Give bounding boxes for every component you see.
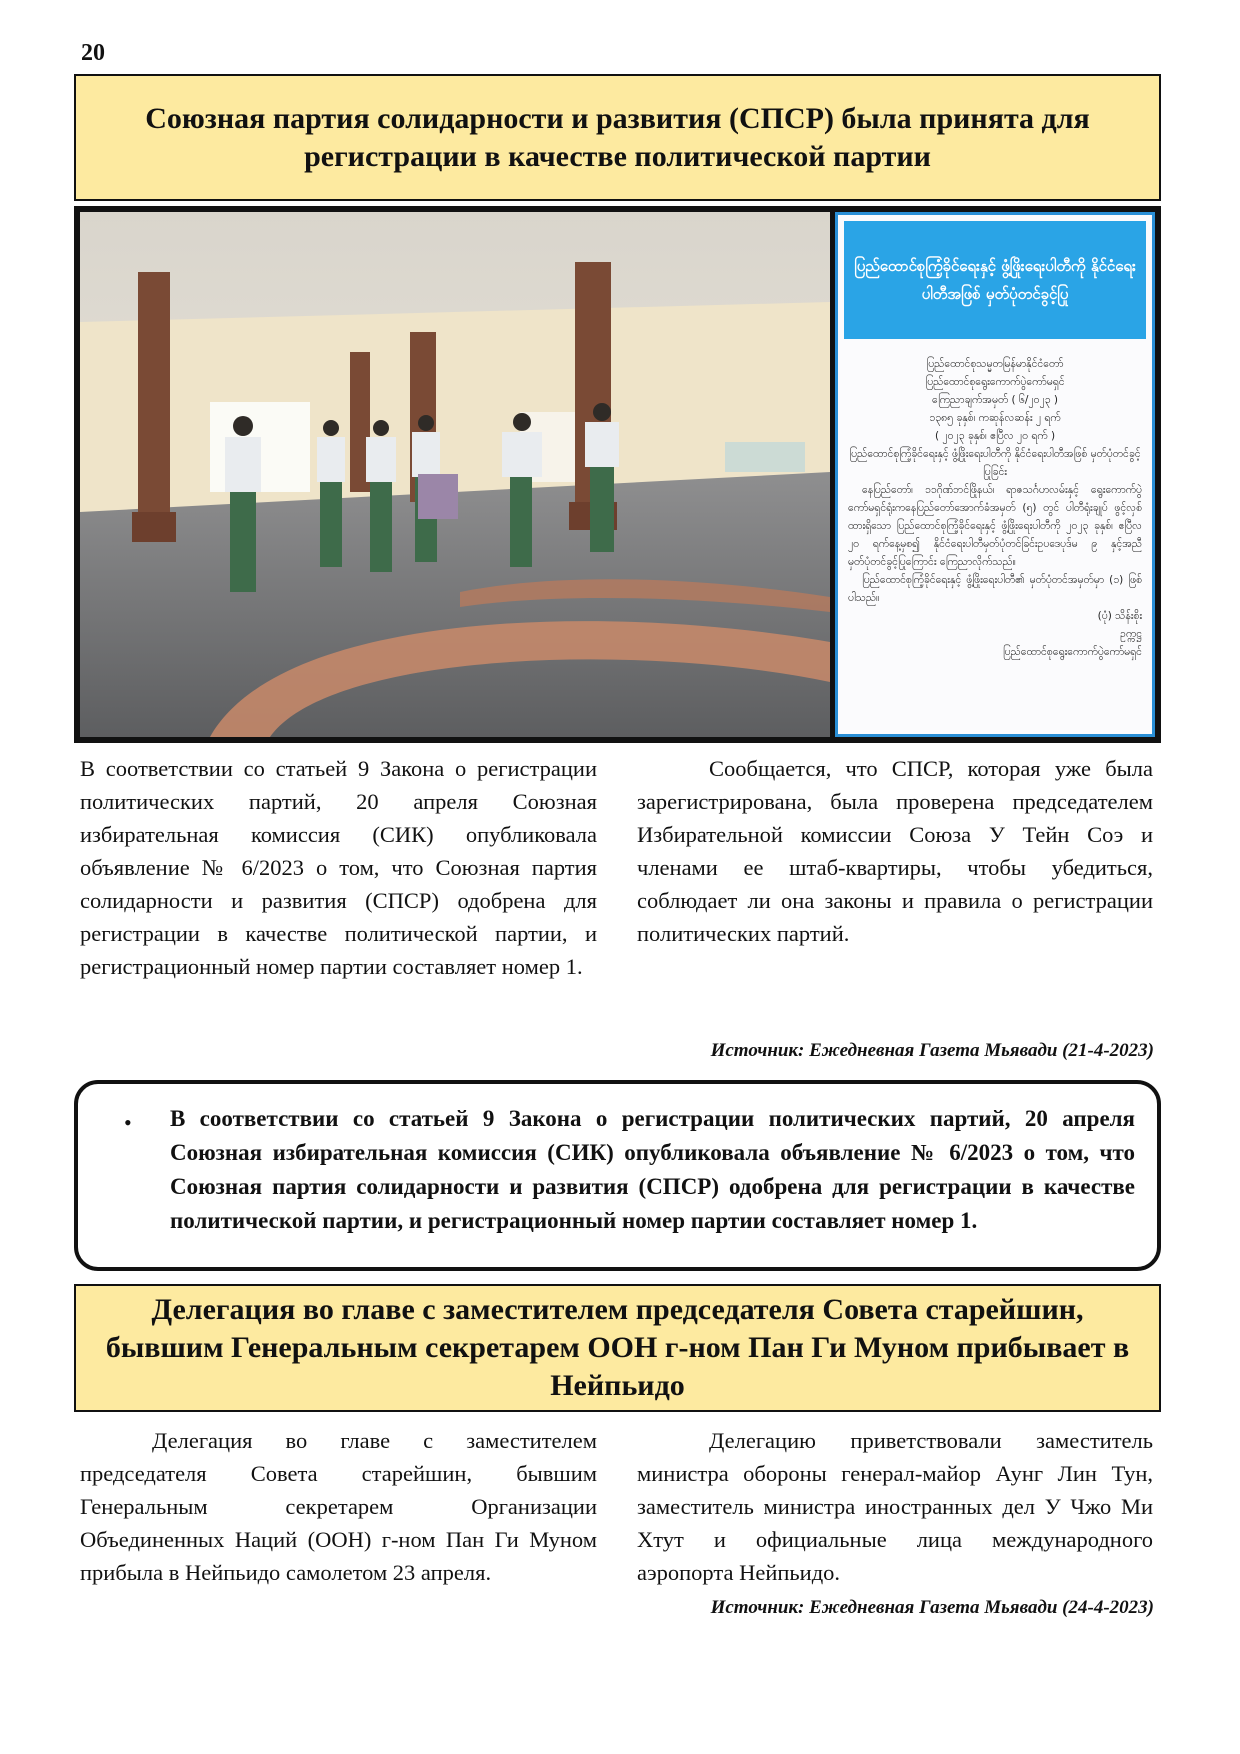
notice-signature: ပြည်ထောင်စုရွေးကောက်ပွဲကော်မရှင်	[1002, 646, 1142, 658]
hall-photo	[80, 212, 830, 737]
summary-box	[74, 1080, 1161, 1271]
notice-banner: ပြည်ထောင်စုကြံ့ခိုင်ရေးနှင့် ဖွံ့ဖြိုးရေးပါတီကို နိုင်ငံရေးပါတီအဖြစ် မှတ်ပုံတင်ခွင့်ပြု	[844, 221, 1146, 339]
article-2-right-column	[637, 1424, 1153, 1589]
notice-line: ပြည်ထောင်စုသမ္မတမြန်မာနိုင်ငံတော်	[926, 358, 1064, 370]
hall-photo-illustration	[80, 212, 830, 737]
page-number: 20	[81, 40, 105, 66]
article-2-paragraph: Делегация во главе с заместителем председателя Совета старейшин, бывшим Генеральным секретарем Организации Объединенных Наций (ООН) г-ном Пан Ги Муном прибыла в Нейпьидо самолетом 23 апреля.	[80, 1428, 597, 1585]
notice-subject: ပြည်ထောင်စုကြံ့ခိုင်ရေးနှင့် ဖွံ့ဖြိုးရေးပါတီကို နိုင်ငံရေးပါတီအဖြစ် မှတ်ပုံတင်ခွင့်ပြုခြင်း	[849, 448, 1141, 478]
article-2-left-column	[80, 1424, 597, 1589]
summary-text: В соответствии со статьей 9 Закона о регистрации политических партий, 20 апреля Союзная избирательная комиссия (СИК) опубликовала объявление № 6/2023 о том, что Союзная партия солидарности и развития (СПСР) одобрена для регистрации в качестве политической партии, и регистрационный номер партии составляет номер 1.	[170, 1106, 1135, 1233]
article-2-paragraph: Делегацию приветствовали заместитель министра обороны генерал-майор Аунг Лин Тун, заместитель министра иностранных дел У Чжо Ми Хтут и официальные лица международного аэропорта Нейпьидо.	[637, 1428, 1153, 1585]
photo-frame	[74, 206, 1161, 743]
notice-signature: ဥက္ကဋ္ဌ	[1120, 628, 1142, 640]
article-1-paragraph: В соответствии со статьей 9 Закона о регистрации политических партий, 20 апреля Союзная избирательная комиссия (СИК) опубликовала объявление № 6/2023 о том, что Союзная партия солидарности и развития (СПСР) одобрена для регистрации в качестве политической партии, и регистрационный номер партии составляет номер 1.	[80, 756, 597, 979]
notice-line: ( ၂၀၂၃ ခုနှစ်၊ ဧပြီလ ၂၀ ရက် )	[934, 430, 1056, 442]
notice-line: ပြည်ထောင်စုရွေးကောက်ပွဲကော်မရှင်	[925, 376, 1065, 388]
notice-signature: (ပုံ) သိန်းစိုး	[1097, 610, 1142, 622]
article-1-source: Источник: Ежедневная Газета Мьявади (21-4-2023)	[710, 1040, 1154, 1061]
notice-body	[848, 355, 1142, 726]
article-2-source: Источник: Ежедневная Газета Мьявади (24-4-2023)	[710, 1597, 1154, 1618]
notice-line: ၁၃၈၅ ခုနှစ်၊ ကဆုန်လဆန်း ၂ ရက်	[929, 412, 1061, 424]
bullet-icon: •	[124, 1110, 132, 1135]
notice-paragraph: နေပြည်တော်၊ ၁၁ဂိုဏ်ဘင်ဖြိုနယ်၊ ရာဇသင်္ဂဟလမ်းနှင့် ရွေးကောက်ပွဲကော်မရှင်ရုံးကနေပြည်တော်အောက်ခံအမှတ် (၅) တွင် ပါတီရုံးချုပ် ဖွင့်လှစ်ထားရှိသော ပြည်ထောင်စုကြံ့ခိုင်ရေးနှင့် ဖွံ့ဖြိုးရေးပါတီကို ၂၀၂၃ ခုနှစ်၊ ဧပြီလ ၂၀ ရက်နေ့မှစ၍ နိုင်ငံရေးပါတီမှတ်ပုံတင်ခြင်းဥပဒေပုဒ်မ ၉ နှင့်အညီ မှတ်ပုံတင်ခွင့်ပြုကြောင်း ကြေညာလိုက်သည်။	[848, 484, 1142, 568]
article-1-right-column	[637, 752, 1153, 950]
notice-image	[835, 212, 1155, 737]
article-1-headline: Союзная партия солидарности и развития (СПСР) была принята для регистрации в качестве политической партии	[74, 74, 1161, 201]
article-1-left-column	[80, 752, 597, 983]
notice-line: ကြေညာချက်အမှတ် ( ၆/၂၀၂၃ )	[932, 394, 1058, 406]
article-2-headline: Делегация во главе с заместителем председателя Совета старейшин, бывшим Генеральным секретарем ООН г-ном Пан Ги Муном прибывает в Нейпьидо	[74, 1284, 1161, 1412]
article-1-paragraph: Сообщается, что СПСР, которая уже была зарегистрирована, была проверена председателем Избирательной комиссии Союза У Тейн Соэ и членами ее штаб-квартиры, чтобы убедиться, соблюдает ли она законы и правила о регистрации политических партий.	[637, 756, 1153, 946]
notice-paragraph: ပြည်ထောင်စုကြံ့ခိုင်ရေးနှင့် ဖွံ့ဖြိုးရေးပါတီ၏ မှတ်ပုံတင်အမှတ်မှာ (၁) ဖြစ်ပါသည်။	[848, 574, 1142, 604]
